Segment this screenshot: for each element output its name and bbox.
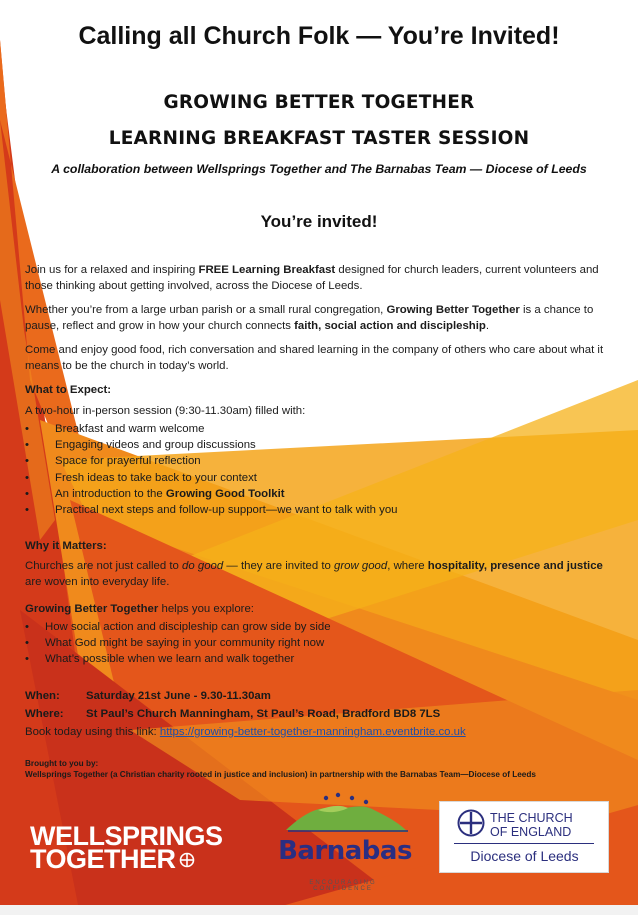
- list-item: • Breakfast and warm welcome: [25, 423, 205, 435]
- wellsprings-logo-line-1: WELLSPRINGS: [30, 821, 223, 851]
- list-item: • Practical next steps and follow-up support—we want to talk with you: [25, 504, 398, 517]
- page-title: Calling all Church Folk — You’re Invited!: [78, 22, 560, 50]
- explore-label: Growing Better Together helps you explore:: [25, 603, 254, 615]
- what-to-expect-lead: A two-hour in-person session (9:30-11.30am) filled with:: [25, 405, 306, 417]
- logo-divider: [454, 843, 594, 844]
- list-item: • What’s possible when we learn and walk together: [25, 653, 295, 666]
- list-item: • What God might be saying in your community right now: [25, 637, 325, 650]
- wellsprings-together-logo: [30, 821, 223, 874]
- list-item: • Space for prayerful reflection: [25, 455, 201, 468]
- church-of-england-title: THE CHURCH OF ENGLAND: [490, 811, 573, 839]
- list-item: • Engaging videos and group discussions: [25, 439, 256, 452]
- why-it-matters-label: Why it Matters:: [25, 540, 107, 552]
- what-to-expect-list: [25, 421, 615, 518]
- booking-line: Book today using this link: https://growing-better-together-manningham.eventbrite.co.uk: [25, 726, 466, 738]
- why-it-matters-text: Churches are not just called to do good — they are invited to grow good, where hospitality, presence and justice are woven into everyday life.: [25, 560, 603, 588]
- intro-paragraph-1: Join us for a relaxed and inspiring FREE Learning Breakfast designed for church leaders, current volunteers and those thinking about getting involved, across the Diocese of Leeds.: [25, 264, 599, 292]
- booking-link[interactable]: https://growing-better-together-manningham.eventbrite.co.uk: [159, 726, 466, 738]
- wellsprings-logo-line-2: TOGETHER: [30, 844, 176, 874]
- church-cross-icon: [456, 808, 486, 838]
- list-item: • Fresh ideas to take back to your context: [25, 471, 257, 484]
- barnabas-logo-text: Barnabas: [278, 836, 412, 866]
- credits-label: Brought to you by:: [25, 759, 99, 768]
- list-item: • How social action and discipleship can grow side by side: [25, 621, 331, 633]
- intro-paragraph-3: Come and enjoy good food, rich conversation and shared learning in the company of others who care about what it means to be the church in today’s world.: [25, 344, 604, 372]
- collaboration-subtitle: A collaboration between Wellsprings Together and The Barnabas Team — Diocese of Leeds: [51, 162, 587, 176]
- what-to-expect-label: What to Expect:: [25, 384, 112, 396]
- credits-text: Wellsprings Together (a Christian charity rooted in justice and inclusion) in partnership with the Barnabas Team—Diocese of Leeds: [25, 770, 536, 779]
- diocese-of-leeds-label: Diocese of Leeds: [470, 848, 579, 864]
- explore-list: [25, 619, 615, 668]
- event-where: Where: St Paul’s Church Manningham, St Paul’s Road, Bradford BD8 7LS: [25, 708, 441, 720]
- cross-circle-icon: [179, 852, 195, 868]
- invited-heading: You’re invited!: [260, 212, 378, 231]
- credits: [25, 758, 615, 780]
- barnabas-tagline: ENCOURAGING CONFIDENCE: [309, 880, 377, 892]
- list-item: • An introduction to the Growing Good Toolkit: [25, 487, 285, 500]
- event-when: When: Saturday 21st June - 9.30-11.30am: [25, 690, 271, 702]
- heading-learning-breakfast: LEARNING BREAKFAST TASTER SESSION: [108, 128, 530, 149]
- heading-growing-better-together: GROWING BETTER TOGETHER: [163, 92, 475, 113]
- intro-paragraph-2: Whether you’re from a large urban parish or a small rural congregation, Growing Better Together is a chance to pause, reflect and grow in how your church connects faith, social action and discipleship.: [25, 304, 594, 332]
